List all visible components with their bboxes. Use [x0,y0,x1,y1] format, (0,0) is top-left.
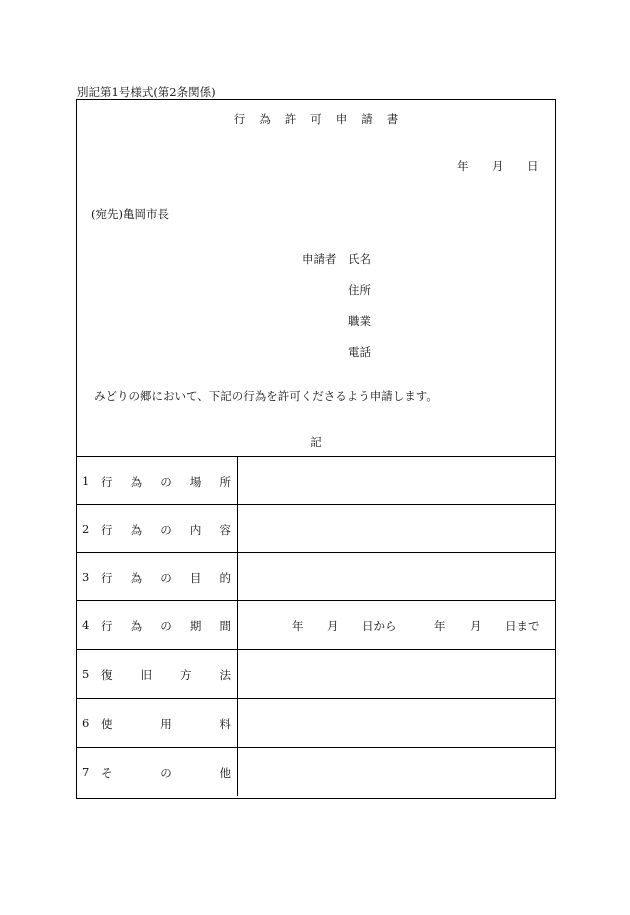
label-char: 場 [189,475,202,489]
row-label-cell [77,505,238,553]
row-label-cell [77,457,238,505]
label-char: の [160,475,172,489]
table-row [77,456,555,505]
label-char: 為 [130,571,143,585]
applicant-address-label: 住所 [348,283,371,297]
period-from-year: 年 [292,619,304,633]
row-label [101,618,231,634]
row-number: 4 [82,618,90,632]
label-char: 期 [189,619,202,633]
applicant-name-label: 氏名 [348,252,371,266]
row-label [101,716,231,732]
label-char: 使 [101,717,113,731]
row-number: 7 [82,765,90,779]
period-from-day: 日から [362,619,397,633]
row-number: 1 [82,474,90,488]
label-char: 方 [180,668,192,682]
row-number: 2 [82,522,90,536]
row-label-cell [77,699,238,747]
row-label-cell [77,748,238,796]
label-char: そ [101,766,113,780]
table-row [77,552,555,601]
period-input-cell[interactable] [238,601,555,649]
label-char: の [160,523,172,537]
period-from-month: 月 [327,619,339,633]
period-to-day: 日まで [505,619,540,633]
application-form [76,99,556,799]
label-char: 行 [101,571,113,585]
date-month: 月 [492,159,504,173]
label-char: 為 [130,523,143,537]
label-char: 内 [189,523,202,537]
form-title: 行為許可申請書 [233,112,413,126]
label-char: の [160,766,172,780]
label-char: 容 [219,523,231,537]
label-char: 的 [219,571,231,585]
other-input-cell[interactable] [238,748,555,796]
row-label [101,474,231,490]
label-char: 旧 [140,668,152,682]
restoration-input-cell[interactable] [238,650,555,698]
form-caption: 別記第1号様式(第2条関係) [77,85,216,99]
row-label [101,667,231,683]
row-label [101,522,231,538]
row-label [101,765,231,781]
label-char: 為 [130,619,143,633]
period-to-year: 年 [434,619,446,633]
applicant-phone-label: 電話 [348,345,371,359]
location-input-cell[interactable] [238,457,555,505]
label-char: の [160,571,172,585]
row-label-cell [77,650,238,698]
label-char: 間 [219,619,231,633]
row-number: 5 [82,667,90,681]
row-label-cell [77,553,238,601]
addressee: (宛先)亀岡市長 [91,207,169,221]
row-number: 3 [82,570,90,584]
request-statement: みどりの郷において、下記の行為を許可くださるよう申請します。 [94,389,438,403]
row-number: 6 [82,716,90,730]
purpose-input-cell[interactable] [238,553,555,601]
applicant-occupation-label: 職業 [348,314,371,328]
label-char: 用 [160,717,172,731]
content-input-cell[interactable] [238,505,555,553]
ki-heading: 記 [310,435,322,449]
table-row [77,600,555,649]
label-char: 為 [130,475,143,489]
table-row [77,747,555,796]
table-row [77,504,555,553]
row-label-cell [77,601,238,649]
date-day: 日 [527,159,539,173]
date-year: 年 [457,159,469,173]
table-row [77,698,555,747]
label-char: 行 [101,475,113,489]
table-row [77,649,555,698]
label-char: の [160,619,172,633]
label-char: 行 [101,523,113,537]
label-char: 復 [101,668,113,682]
label-char: 目 [189,571,202,585]
applicant-label: 申請者 [302,252,337,266]
label-char: 他 [219,766,231,780]
fee-input-cell[interactable] [238,699,555,747]
label-char: 法 [219,668,231,682]
row-label [101,570,231,586]
label-char: 料 [219,717,231,731]
label-char: 行 [101,619,113,633]
period-to-month: 月 [470,619,482,633]
label-char: 所 [219,475,231,489]
